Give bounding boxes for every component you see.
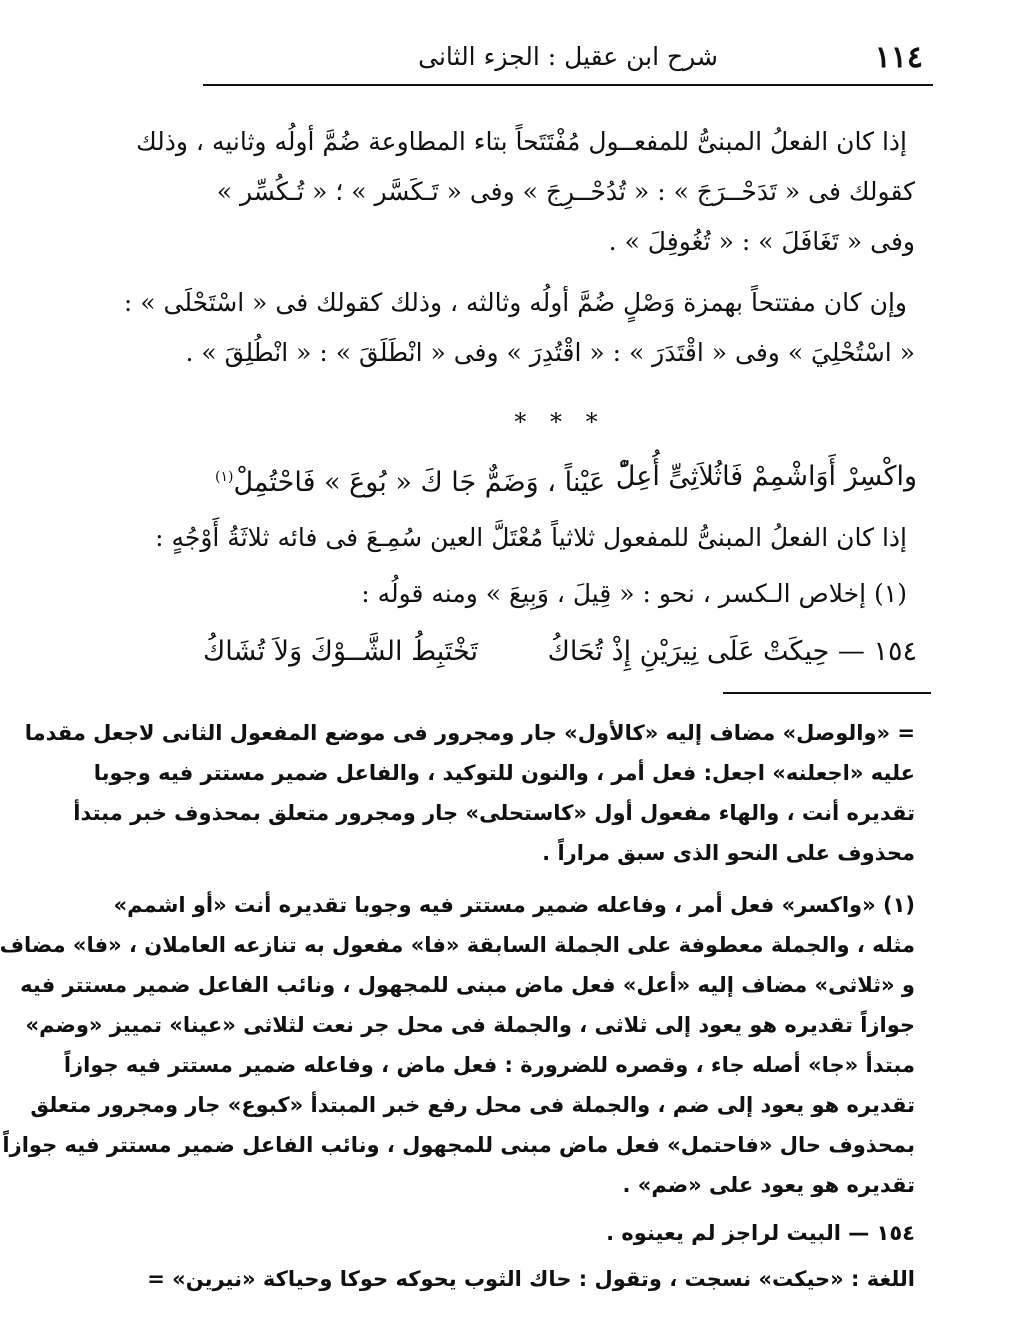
paragraph-3-line-1: إذا كان الفعلُ المبنىُّ للمفعول ثلاثياً مُعْتَلَّ العين سُمِـعَ فى فائه ثلاثَةُ أَوْجُهٍ :: [155, 523, 907, 552]
footnote-line-2: عليه «اجعلنه» اجعل: فعل أمر ، والنون للتوكيد ، والفاعل ضمير مستتر فيه وجوبا: [93, 761, 915, 785]
running-title: شرح ابن عقيل : الجزء الثانى: [418, 42, 718, 71]
verse-second-hemistich: [215, 455, 605, 499]
shahid-verse: [548, 630, 917, 674]
footnote-line-5: (١) «واكسر» فعل أمر ، وفاعله ضمير مستتر فيه وجوبا تقديره أنت «أو اشمم»: [113, 893, 915, 917]
footnote-line-14: اللغة : «حيكت» نسجت ، وتقول : حاك الثوب يحوكه حوكا وحياكة «نيرين» =: [147, 1267, 915, 1291]
footnote-line-7: و «ثلاثى» مضاف إليه «أعل» فعل ماض مبنى للمجهول ، ونائب الفاعل ضمير مستتر فيه: [20, 973, 915, 997]
paragraph-1-line-2: كقولك فى « تَدَحْــرَجَ » : « تُدُحْــرِجَ » وفى « تَـكَسَّر » ؛ « تُـكُسِّر »: [216, 177, 915, 206]
paragraph-2-line-2: « اسْتُحْلِيَ » وفى « اقْتَدَرَ » : « اقْتُدِرَ » وفى « انْطَلَقَ » : « انْطُلِقَ » .: [185, 338, 915, 367]
footnote-line-9: مبتدأ «جا» أصله جاء ، وقصره للضرورة : فعل ماض ، وفاعله ضمير مستتر فيه جوازاً: [63, 1053, 915, 1077]
header-rule: [203, 84, 933, 86]
verse-second-hemistich-text: عَيْناً ، وَضَمٌّ جَا كَ « بُوعَ » فَاحْتُمِلْ: [233, 467, 606, 498]
footnote-line-3: تقديره أنت ، والهاء مفعول أول «كاستحلى» جار ومجرور متعلق بمحذوف خبر مبتدأ: [73, 801, 915, 825]
shahid-number: ١٥٤ —: [837, 636, 917, 667]
section-separator: * * *: [514, 408, 606, 436]
paragraph-3-line-2: (١) إخلاص الـكسر ، نحو : « قِيلَ ، وَبِيعَ » ومنه قولُه :: [361, 579, 907, 608]
paragraph-2-line-1: وإن كان مفتتحاً بهمزة وَصْلٍ ضُمَّ أولُه وثالثه ، وذلك كقولك فى « اسْتَحْلَى » :: [123, 288, 907, 317]
footnote-line-11: بمحذوف حال «فاحتمل» فعل ماض مبنى للمجهول ، ونائب الفاعل ضمير مستتر فيه جوازاً: [2, 1133, 915, 1157]
footnote-rule: [723, 692, 931, 694]
footnote-line-6: مثله ، والجملة معطوفة على الجملة السابقة «فا» مفعول به تنازعه العاملان ، «فا» مضاف: [0, 933, 915, 957]
footnote-line-10: تقديره هو يعود إلى ضم ، والجملة فى محل رفع خبر المبتدأ «كبوع» جار ومجرور متعلق: [30, 1093, 915, 1117]
verse-first-hemistich: واكْسِرْ أَوَاشْمِمْ فَاثُلاَثِىٍّ أُعِلّْ: [615, 461, 917, 492]
footnote-line-4: محذوف على النحو الذى سبق مراراً .: [542, 841, 915, 865]
footnote-line-13: ١٥٤ — البيت لراجز لم يعينوه .: [606, 1221, 915, 1245]
page-number: ١١٤: [874, 40, 923, 75]
footnote-line-12: تقديره هو يعود على «ضم» .: [622, 1173, 915, 1197]
page-header: [203, 38, 933, 80]
footnote-line-1: = «والوصل» مضاف إليه «كالأول» جار ومجرور فى موضع المفعول الثانى لاجعل مقدما: [24, 721, 915, 745]
paragraph-1-line-1: إذا كان الفعلُ المبنىُّ للمفعــول مُفْتَتَحاً بتاء المطاوعة ضُمَّ أولُه وثانيه ، وذلك: [136, 127, 907, 156]
paragraph-1-line-3: وفى « تَغَافَلَ » : « تُغُوفِلَ » .: [608, 227, 915, 256]
footnote-marker: (١): [215, 469, 234, 485]
footnote-line-8: جوازاً تقديره هو يعود إلى ثلاثى ، والجملة فى محل جر نعت لثلاثى «عينا» تمييز «وضم»: [25, 1013, 915, 1037]
shahid-first-hemistich: حِيكَتْ عَلَى نِيرَيْنِ إِذْ تُحَاكُ: [547, 636, 830, 667]
shahid-second-hemistich: تَخْتَبِطُ الشَّــوْكَ وَلاَ تُشَاكُ: [203, 636, 478, 667]
